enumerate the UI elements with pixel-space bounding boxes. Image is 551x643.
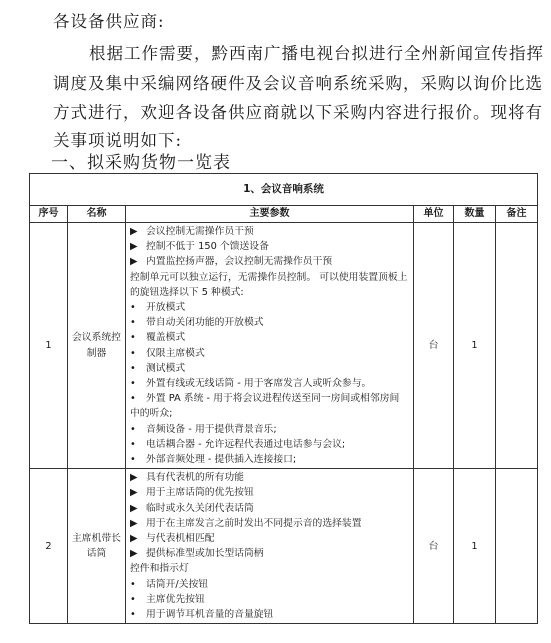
table-row: [30, 469, 538, 624]
intro-line-4: 关事项说明如下:: [53, 131, 183, 150]
dot-bullet-icon: •: [130, 438, 136, 450]
header-no: 序号: [30, 206, 68, 223]
param-text: 用于主席话筒的优先按钮: [146, 487, 254, 499]
param-item: [130, 315, 409, 330]
triangle-bullet-icon: ▶: [130, 472, 138, 484]
dot-bullet-icon: •: [130, 332, 136, 344]
triangle-bullet-icon: ▶: [130, 548, 138, 560]
triangle-bullet-icon: ▶: [130, 487, 138, 499]
header-unit: 单位: [414, 206, 454, 223]
param-item: [130, 391, 409, 421]
header-row: [30, 206, 538, 223]
row-note: [496, 223, 538, 469]
intro-line-3: 方式进行，欢迎各设备供应商就以下采购内容进行报价。现将有: [53, 103, 543, 122]
param-text: 具有代表机的所有功能: [146, 472, 244, 484]
dot-bullet-icon: •: [130, 302, 136, 314]
dot-bullet-icon: •: [130, 362, 136, 374]
row-note: [496, 469, 538, 624]
param-item: [130, 270, 409, 300]
param-item: [130, 577, 409, 592]
param-text: 外置有线或无线话筒 - 用于客席发言人或听众参与。: [146, 378, 372, 390]
system-title: 1、会议音响系统: [30, 174, 538, 206]
dot-bullet-icon: •: [130, 609, 136, 621]
param-item: [130, 346, 409, 361]
param-item: [130, 452, 409, 467]
triangle-bullet-icon: ▶: [130, 241, 138, 253]
param-text: 控制单元可以独立运行，无需操作员控制。 可以使用装置顶板上的旋钮选择以下 5 种模式:: [130, 271, 408, 298]
param-item: [130, 361, 409, 376]
param-text: 内置监控扬声器，会议控制无需操作员干预: [146, 256, 333, 268]
dot-bullet-icon: •: [130, 347, 136, 359]
param-item: [130, 254, 409, 269]
row-name: 会议系统控制器: [68, 223, 126, 469]
param-text: 临时或永久关闭代表话筒: [146, 502, 254, 514]
param-item: [130, 224, 409, 239]
triangle-bullet-icon: ▶: [130, 256, 138, 268]
param-text: 电话耦合器 - 允许远程代表通过电话参与会议;: [146, 438, 346, 450]
param-item: [130, 437, 409, 452]
table-row: [30, 223, 538, 469]
param-text: 开放模式: [146, 302, 186, 314]
param-text: 话筒开/关按钮: [146, 578, 209, 590]
row-unit: 台: [414, 223, 454, 469]
header-note: 备注: [496, 206, 538, 223]
row-no: 1: [30, 223, 68, 469]
section-title: 一、拟采购货物一览表: [51, 153, 231, 173]
row-params: [126, 223, 414, 469]
param-text: 与代表机相匹配: [146, 533, 215, 545]
param-text: 主席优先按钮: [146, 593, 205, 605]
param-text: 控件和指示灯: [130, 563, 189, 575]
param-item: [130, 300, 409, 315]
param-text: 用于调节耳机音量的音量旋钮: [146, 609, 274, 621]
row-name: 主席机带长话筒: [68, 469, 126, 624]
intro-line-1: 根据工作需要，黔西南广播电视台拟进行全州新闻宣传指挥: [89, 44, 544, 63]
param-item: [130, 531, 409, 546]
param-item: [130, 501, 409, 516]
dot-bullet-icon: •: [130, 393, 136, 405]
triangle-bullet-icon: ▶: [130, 533, 138, 545]
header-params: 主要参数: [126, 206, 414, 223]
dot-bullet-icon: •: [130, 423, 136, 435]
param-item: [130, 422, 409, 437]
triangle-bullet-icon: ▶: [130, 517, 138, 529]
row-qty: 1: [454, 223, 496, 469]
row-no: 2: [30, 469, 68, 624]
param-item: [130, 376, 409, 391]
param-item: [130, 561, 409, 576]
dot-bullet-icon: •: [130, 578, 136, 590]
param-text: 外置 PA 系统 - 用于将会议进程传送至同一房间或相邻房间中的听众;: [130, 393, 400, 420]
dot-bullet-icon: •: [130, 454, 136, 466]
row-qty: 1: [454, 469, 496, 624]
dot-bullet-icon: •: [130, 378, 136, 390]
param-text: 外部音频处理 - 提供插入连接接口;: [146, 454, 297, 466]
param-text: 带自动关闭功能的开放模式: [146, 317, 264, 329]
param-item: [130, 485, 409, 500]
row-unit: 台: [414, 469, 454, 624]
row-params: [126, 469, 414, 624]
param-text: 控制不低于 150 个馈送设备: [146, 241, 269, 253]
param-text: 会议控制无需操作员干预: [146, 226, 254, 237]
goods-table: [29, 173, 538, 624]
intro-line-2: 调度及集中采编网络硬件及会议音响系统采购，采购以询价比选: [53, 74, 543, 93]
triangle-bullet-icon: ▶: [130, 226, 138, 237]
param-item: [130, 592, 409, 607]
system-title-row: [30, 174, 538, 206]
param-item: [130, 330, 409, 345]
param-text: 提供标准型或加长型话筒柄: [146, 548, 264, 560]
triangle-bullet-icon: ▶: [130, 502, 138, 514]
param-item: [130, 239, 409, 254]
header-qty: 数量: [454, 206, 496, 223]
param-text: 用于在主席发言之前时发出不同提示音的选择装置: [146, 517, 362, 529]
param-item: [130, 516, 409, 531]
dot-bullet-icon: •: [130, 593, 136, 605]
dot-bullet-icon: •: [130, 317, 136, 329]
param-text: 测试模式: [146, 362, 186, 374]
param-item: [130, 470, 409, 485]
param-text: 覆盖模式: [146, 332, 186, 344]
param-item: [130, 546, 409, 561]
param-text: 仅限主席模式: [146, 347, 205, 359]
param-text: 音频设备 - 用于提供背景音乐;: [146, 423, 277, 435]
header-name: 名称: [68, 206, 126, 223]
greeting: 各设备供应商:: [53, 12, 165, 31]
param-item: [130, 607, 409, 622]
